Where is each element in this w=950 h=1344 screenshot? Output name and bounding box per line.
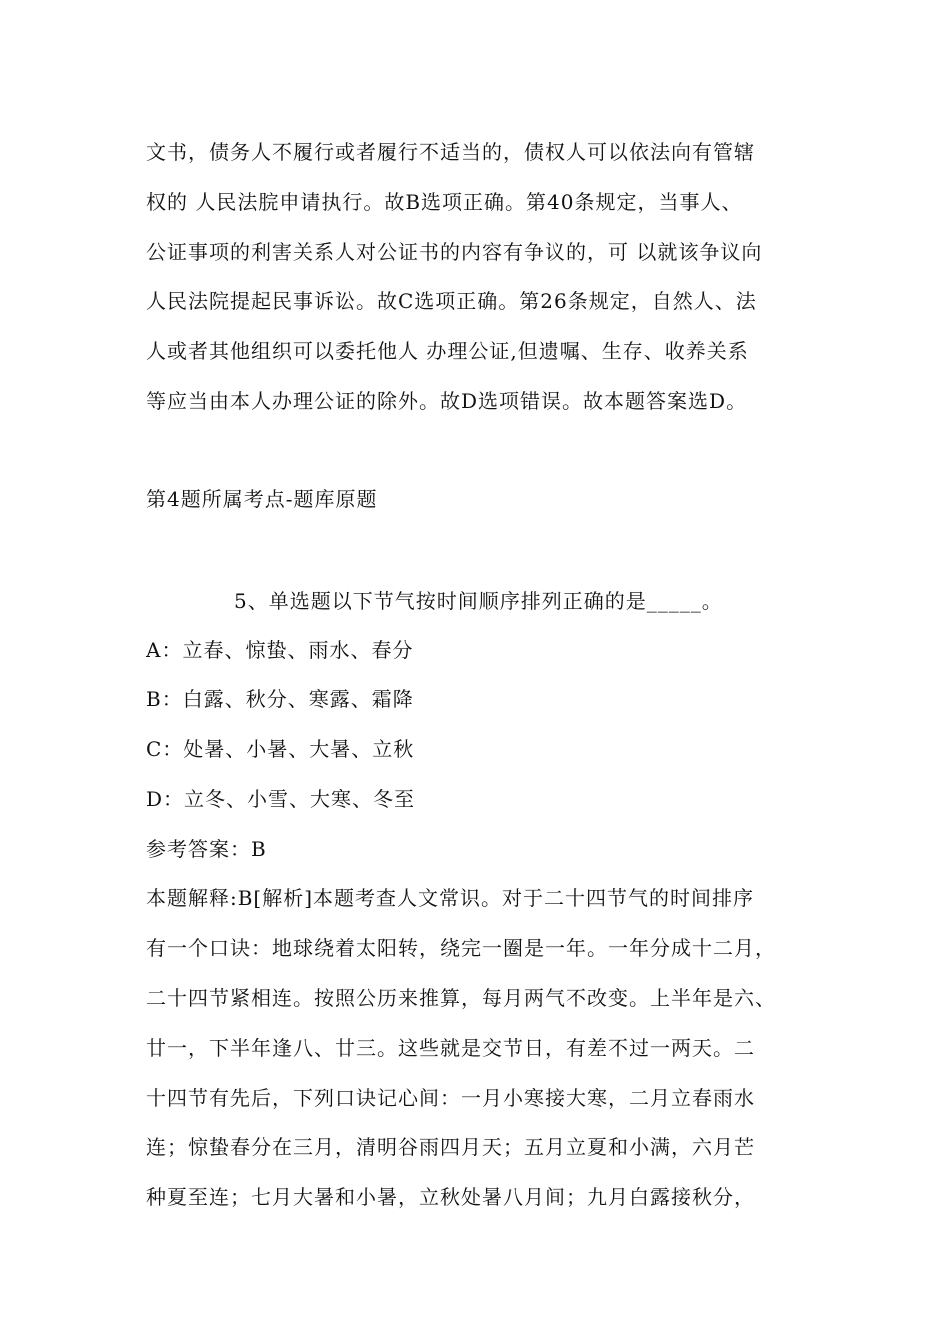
explanation-line: 连；惊蛰春分在三月，清明谷雨四月天；五月立夏和小满，六月芒	[146, 1135, 755, 1159]
explanation-line: 廿一，下半年逢八、廿三。这些就是交节日，有差不过一两天。二	[146, 1036, 755, 1060]
topic-label: 第4题所属考点-题库原题	[146, 487, 378, 511]
explanation-line: 十四节有先后，下列口诀记心间：一月小寒接大寒，二月立春雨水	[146, 1086, 755, 1110]
answer-line: 参考答案：B	[146, 837, 267, 861]
explanation-prev-line: 权的 人民法脘申请执行。故B选项正确。第40条规定，当事人、	[146, 190, 743, 214]
explanation-prev-line: 等应当由本人办理公证的除外。故D选项错误。故本题答案选D。	[146, 389, 748, 413]
option-d: D：立冬、小雪、大寒、冬至	[146, 787, 416, 811]
option-a: A：立春、惊蛰、雨水、春分	[146, 638, 414, 662]
explanation-prev-line: 人民法院提起民事诉讼。故C选项正确。第26条规定，自然人、法	[146, 289, 757, 313]
question-stem: 5、单选题以下节气按时间顺序排列正确的是_____。	[234, 589, 723, 613]
explanation-prev-line: 公证事项的利害关系人对公证书的内容有争议的，可 以就该争议向	[146, 240, 763, 264]
explanation-prev-line: 人或者其他组织可以委托他人 办理公证,但遗嘱、生存、收养关系	[146, 339, 749, 363]
option-b: B：白露、秋分、寒露、霜降	[146, 687, 414, 711]
explanation-line: 有一个口诀：地球绕着太阳转，绕完一圈是一年。一年分成十二月，	[146, 936, 776, 960]
explanation-line: 二十四节紧相连。按照公历来推算，每月两气不改变。上半年是六、	[146, 986, 776, 1010]
explanation-line: 本题解释:B[解析]本题考查人文常识。对于二十四节气的时间排序	[146, 886, 755, 910]
explanation-line: 种夏至连；七月大暑和小暑，立秋处暑八月间；九月白露接秋分，	[146, 1185, 755, 1209]
option-c: C：处暑、小暑、大暑、立秋	[146, 737, 415, 761]
explanation-prev-line: 文书，债务人不履行或者履行不适当的，债权人可以依法向有管辖	[146, 140, 755, 164]
